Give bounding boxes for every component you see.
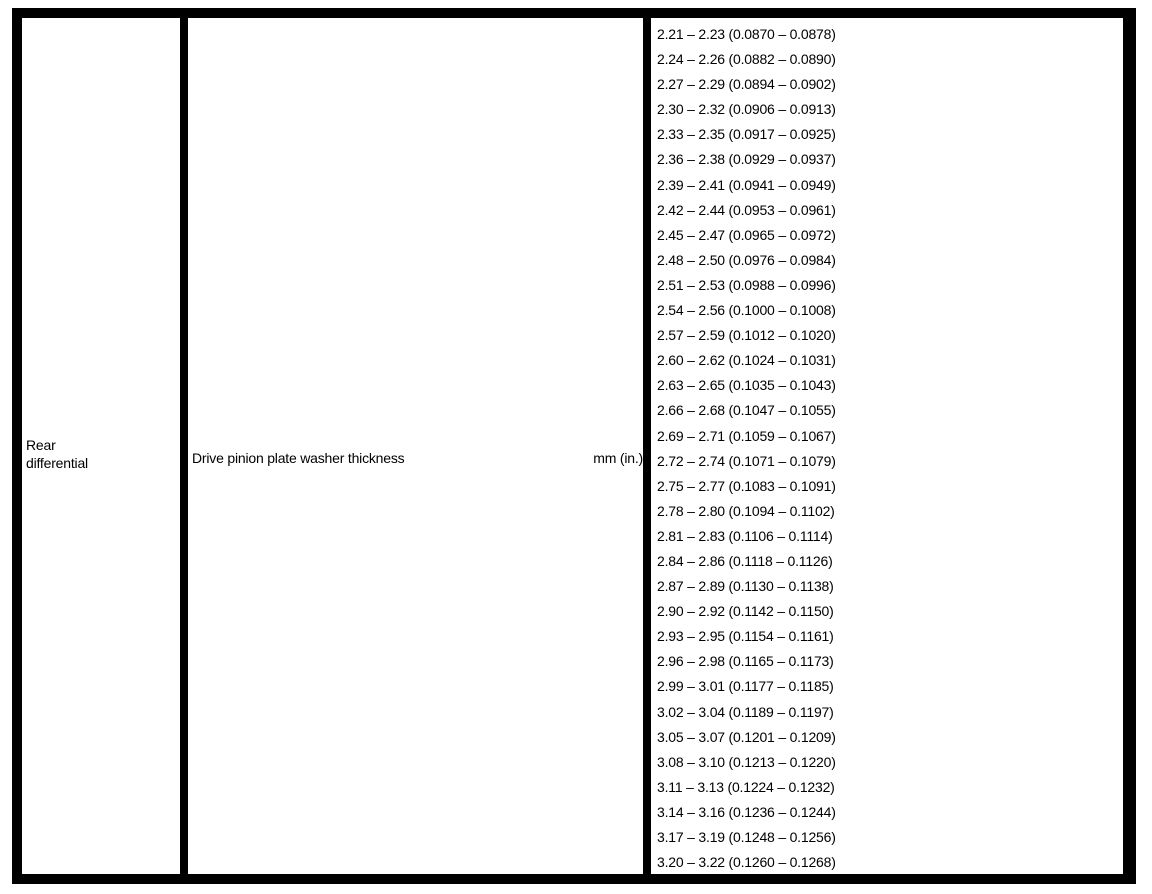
unit-label: mm (in.) — [593, 450, 643, 466]
value-row: 2.66 – 2.68 (0.1047 – 0.1055) — [657, 402, 836, 419]
value-row: 2.39 – 2.41 (0.0941 – 0.0949) — [657, 176, 836, 193]
value-row: 2.21 – 2.23 (0.0870 – 0.0878) — [657, 26, 836, 42]
value-row: 2.99 – 3.01 (0.1177 – 0.1185) — [657, 678, 834, 695]
value-row: 2.48 – 2.50 (0.0976 – 0.0984) — [657, 251, 836, 268]
value-row: 2.72 – 2.74 (0.1071 – 0.1079) — [657, 452, 836, 469]
value-row: 3.20 – 3.22 (0.1260 – 0.1268) — [657, 854, 836, 871]
value-row: 3.05 – 3.07 (0.1201 – 0.1209) — [657, 728, 836, 745]
value-row: 2.33 – 2.35 (0.0917 – 0.0925) — [657, 126, 836, 143]
value-row: 2.96 – 2.98 (0.1165 – 0.1173) — [657, 653, 834, 670]
value-row: 2.90 – 2.92 (0.1142 – 0.1150) — [657, 603, 834, 620]
value-row: 2.87 – 2.89 (0.1130 – 0.1138) — [657, 578, 834, 595]
value-row: 2.93 – 2.95 (0.1154 – 0.1161) — [657, 628, 834, 645]
value-row: 2.69 – 2.71 (0.1059 – 0.1067) — [657, 427, 836, 444]
value-row: 2.27 – 2.29 (0.0894 – 0.0902) — [657, 76, 836, 93]
value-row: 3.08 – 3.10 (0.1213 – 0.1220) — [657, 753, 836, 770]
value-row: 2.45 – 2.47 (0.0965 – 0.0972) — [657, 226, 836, 243]
value-row: 3.11 – 3.13 (0.1224 – 0.1232) — [657, 778, 835, 795]
item-cell — [188, 18, 643, 874]
value-row: 3.14 – 3.16 (0.1236 – 0.1244) — [657, 803, 836, 820]
column-divider — [643, 18, 651, 874]
value-row: 2.36 – 2.38 (0.0929 – 0.0937) — [657, 151, 836, 168]
values-list — [657, 22, 836, 875]
system-label: Rear differential — [26, 437, 88, 471]
value-row: 2.51 – 2.53 (0.0988 – 0.0996) — [657, 276, 836, 293]
value-row: 2.54 – 2.56 (0.1000 – 0.1008) — [657, 302, 836, 319]
item-label: Drive pinion plate washer thickness — [192, 450, 405, 466]
spec-table — [12, 8, 1136, 884]
value-row: 2.78 – 2.80 (0.1094 – 0.1102) — [657, 502, 835, 519]
value-row: 3.17 – 3.19 (0.1248 – 0.1256) — [657, 829, 836, 845]
value-row: 2.30 – 2.32 (0.0906 – 0.0913) — [657, 101, 836, 118]
value-row: 3.02 – 3.04 (0.1189 – 0.1197) — [657, 703, 834, 720]
value-row: 2.81 – 2.83 (0.1106 – 0.1114) — [657, 527, 833, 544]
value-row: 2.84 – 2.86 (0.1118 – 0.1126) — [657, 552, 833, 569]
value-row: 2.57 – 2.59 (0.1012 – 0.1020) — [657, 327, 836, 344]
value-row: 2.42 – 2.44 (0.0953 – 0.0961) — [657, 201, 836, 218]
values-cell — [651, 18, 1126, 874]
value-row: 2.75 – 2.77 (0.1083 – 0.1091) — [657, 477, 836, 494]
value-row: 2.60 – 2.62 (0.1024 – 0.1031) — [657, 352, 836, 369]
system-cell — [22, 18, 180, 874]
value-row: 2.24 – 2.26 (0.0882 – 0.0890) — [657, 51, 836, 68]
value-row: 2.63 – 2.65 (0.1035 – 0.1043) — [657, 377, 836, 394]
column-divider — [1123, 18, 1126, 874]
